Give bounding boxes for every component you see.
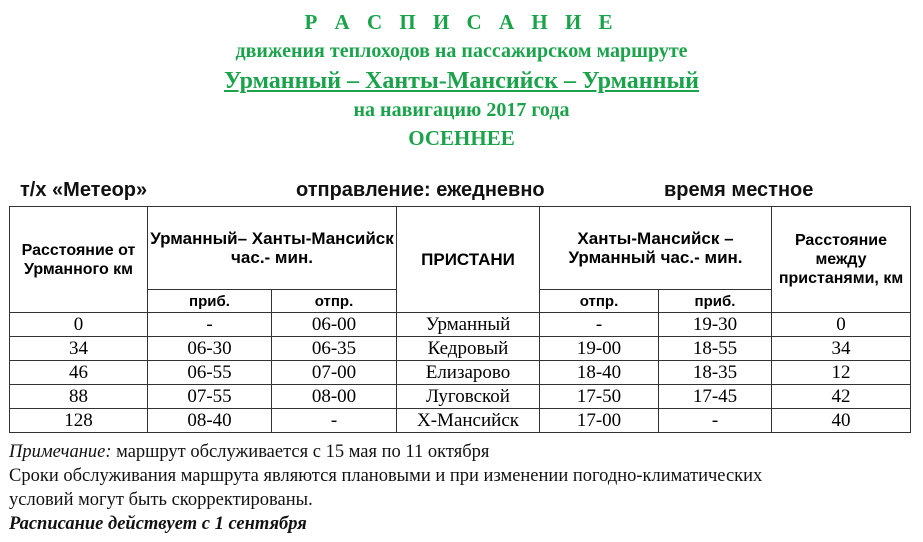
cell-between: 34 <box>772 337 911 361</box>
cell-pier: Урманный <box>397 313 540 337</box>
cell-pier: Х-Мансийск <box>397 409 540 433</box>
cell-between: 12 <box>772 361 911 385</box>
table-row <box>10 337 911 361</box>
cell-distance: 0 <box>10 313 148 337</box>
table-row <box>10 409 911 433</box>
cell-arrival-1: 07-55 <box>148 385 272 409</box>
cell-departure-1: - <box>272 409 397 433</box>
table-row <box>10 385 911 409</box>
cell-distance: 46 <box>10 361 148 385</box>
note-disclaimer-line-1: Сроки обслуживания маршрута являются плановыми и при изменении погодно-климатических <box>9 466 763 486</box>
cell-departure-1: 08-00 <box>272 385 397 409</box>
subheader-arrival-1: приб. <box>148 290 272 313</box>
header-distance-between: Расстояние между пристанями, км <box>772 207 911 313</box>
cell-pier: Елизарово <box>397 361 540 385</box>
header-distance-from: Расстояние от Урманного км <box>10 207 148 313</box>
cell-arrival-1: 08-40 <box>148 409 272 433</box>
cell-arrival-2: 18-35 <box>659 361 772 385</box>
cell-departure-1: 07-00 <box>272 361 397 385</box>
note-disclaimer-line-2: условий могут быть скорректированы. <box>9 490 313 510</box>
note-label: Примечание: <box>9 442 112 462</box>
table-row <box>10 361 911 385</box>
cell-arrival-2: 19-30 <box>659 313 772 337</box>
time-zone-note: время местное <box>664 179 814 201</box>
cell-between: 0 <box>772 313 911 337</box>
cell-departure-2: 17-50 <box>540 385 659 409</box>
schedule-subtitle: движения теплоходов на пассажирском маршруте <box>235 40 688 62</box>
route-name: Урманный – Ханты-Мансийск – Урманный <box>223 68 700 94</box>
cell-departure-1: 06-00 <box>272 313 397 337</box>
cell-departure-2: 19-00 <box>540 337 659 361</box>
cell-distance: 88 <box>10 385 148 409</box>
subheader-departure-2: отпр. <box>540 290 659 313</box>
season-label: ОСЕННЕЕ <box>408 126 515 150</box>
header-direction-2: Ханты-Мансийск – Урманный час.- мин. <box>540 207 772 290</box>
table-header-row <box>10 207 911 290</box>
cell-pier: Луговской <box>397 385 540 409</box>
note-period <box>9 440 762 464</box>
cell-arrival-2: - <box>659 409 772 433</box>
departure-frequency: отправление: ежедневно <box>296 179 545 201</box>
cell-departure-1: 06-35 <box>272 337 397 361</box>
note-period-text: маршрут обслуживается с 15 мая по 11 октября <box>111 442 490 462</box>
header-piers: ПРИСТАНИ <box>397 207 540 313</box>
cell-distance: 34 <box>10 337 148 361</box>
cell-arrival-1: 06-55 <box>148 361 272 385</box>
subheader-arrival-2: приб. <box>659 290 772 313</box>
notes-block <box>9 440 762 536</box>
cell-departure-2: 17-00 <box>540 409 659 433</box>
navigation-year: на навигацию 2017 года <box>353 99 570 121</box>
cell-between: 42 <box>772 385 911 409</box>
cell-between: 40 <box>772 409 911 433</box>
schedule-title: Р А С П И С А Н И Е <box>304 10 619 34</box>
cell-departure-2: - <box>540 313 659 337</box>
cell-arrival-2: 18-55 <box>659 337 772 361</box>
header-direction-1: Урманный– Ханты-Мансийск час.- мин. <box>148 207 397 290</box>
cell-arrival-1: - <box>148 313 272 337</box>
cell-departure-2: 18-40 <box>540 361 659 385</box>
cell-arrival-2: 17-45 <box>659 385 772 409</box>
cell-distance: 128 <box>10 409 148 433</box>
subheader-departure-1: отпр. <box>272 290 397 313</box>
table-row <box>10 313 911 337</box>
cell-pier: Кедровый <box>397 337 540 361</box>
cell-arrival-1: 06-30 <box>148 337 272 361</box>
schedule-table <box>9 206 911 433</box>
vessel-name: т/х «Метеор» <box>20 179 148 201</box>
note-effective-date: Расписание действует с 1 сентября <box>9 514 307 534</box>
